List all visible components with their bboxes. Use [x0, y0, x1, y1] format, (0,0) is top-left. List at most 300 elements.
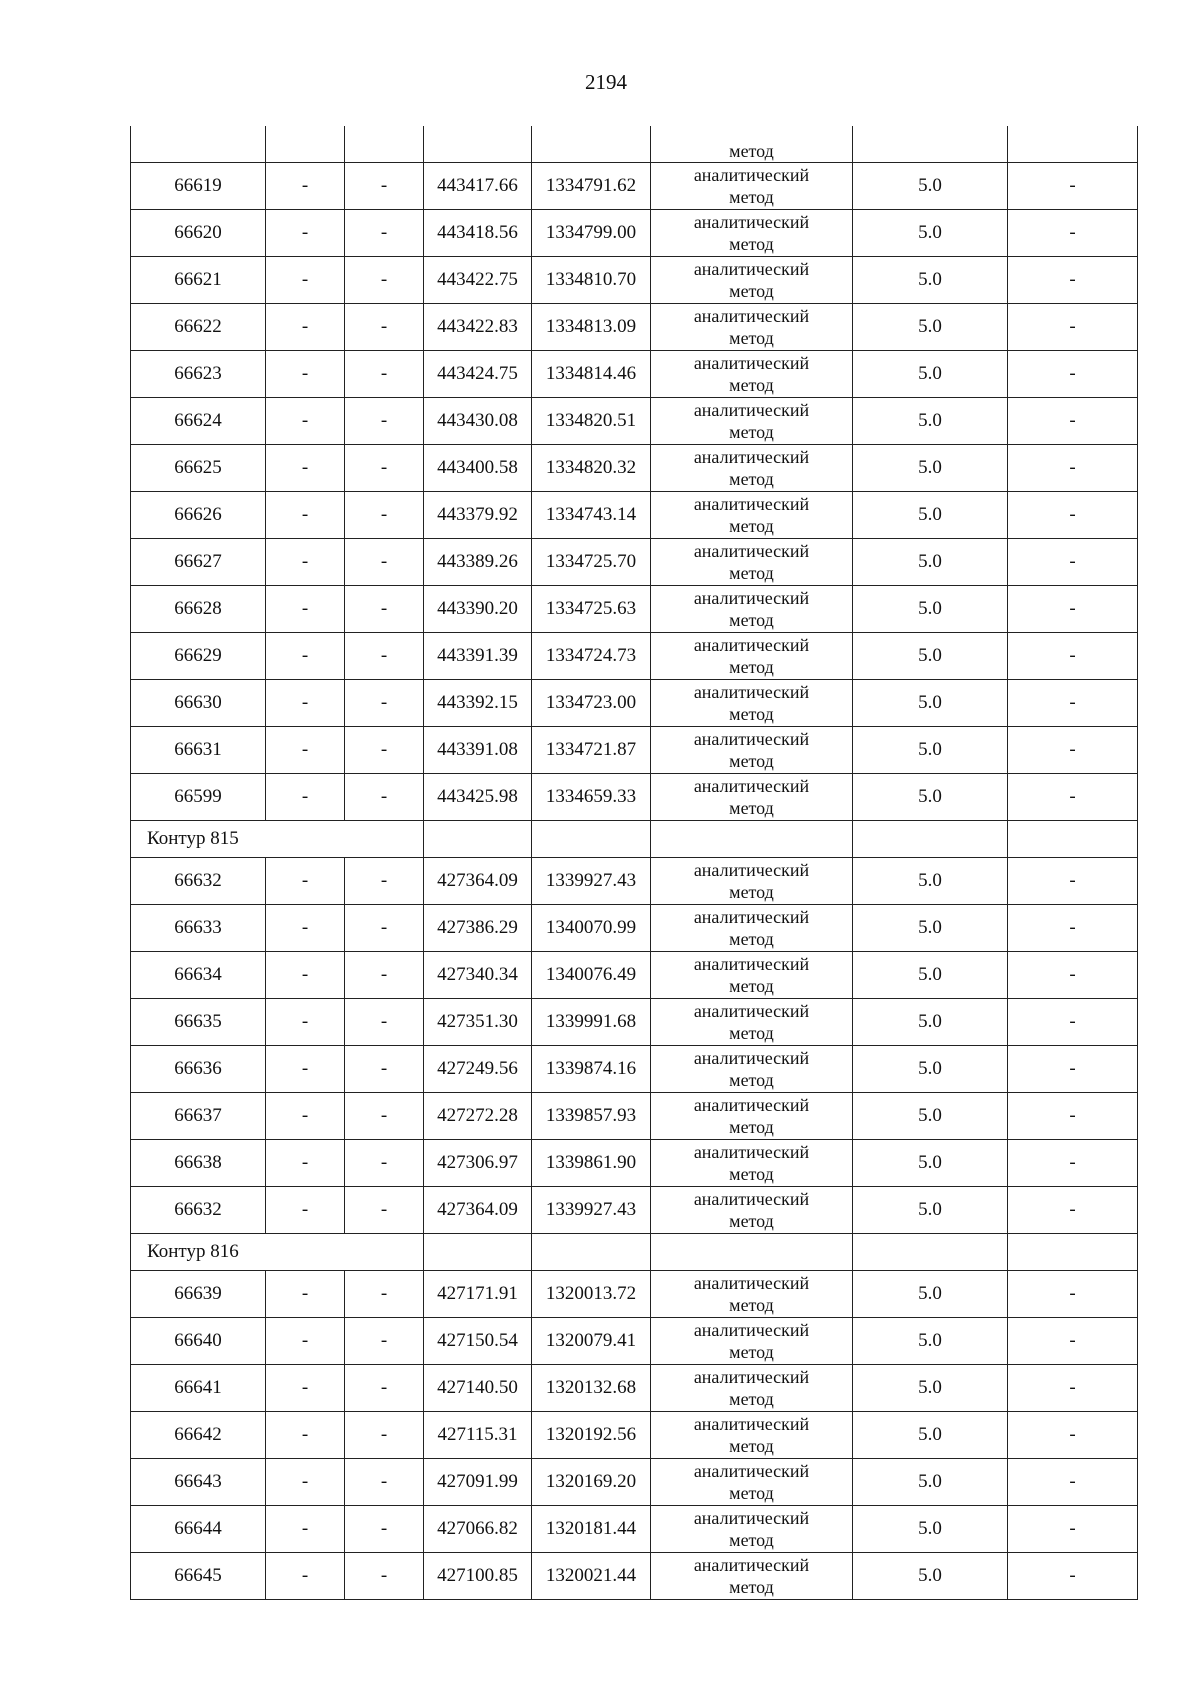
cell-dash: - [1008, 680, 1138, 727]
method-line-2: метод [729, 1164, 774, 1184]
table-row [131, 586, 1138, 633]
cell-y: 1339927.43 [532, 858, 651, 905]
table-row [131, 1506, 1138, 1553]
cell-dash: - [1008, 633, 1138, 680]
cell-method [651, 1553, 853, 1600]
method-line-1: аналитический [693, 1367, 810, 1387]
cell-id: 66641 [131, 1365, 266, 1412]
method-line-1: аналитический [693, 165, 810, 185]
cell-dash: - [266, 1140, 345, 1187]
cell-dash: - [1008, 952, 1138, 999]
cell-x: 443422.75 [424, 257, 532, 304]
cell-dash: - [1008, 163, 1138, 210]
cell-dash: - [266, 1553, 345, 1600]
cell-dash: - [266, 905, 345, 952]
cell-x [424, 126, 532, 163]
method-line-2: метод [729, 929, 774, 949]
method-line-2: метод [729, 1577, 774, 1597]
cell-method [651, 1459, 853, 1506]
cell-dash: - [1008, 1412, 1138, 1459]
cell-dash: - [1008, 351, 1138, 398]
cell-empty [424, 1234, 532, 1271]
method-line-2: метод [729, 976, 774, 996]
method-line-2: метод [729, 328, 774, 348]
cell-accuracy: 5.0 [853, 999, 1008, 1046]
cell-id: 66628 [131, 586, 266, 633]
cell-accuracy: 5.0 [853, 1093, 1008, 1140]
cell-x: 427272.28 [424, 1093, 532, 1140]
method-line-1: аналитический [693, 1142, 810, 1162]
cell-dash: - [345, 210, 424, 257]
cell-dash: - [345, 1271, 424, 1318]
method-line-1: аналитический [693, 776, 810, 796]
cell-method [651, 1318, 853, 1365]
cell-dash: - [1008, 586, 1138, 633]
cell-x: 443379.92 [424, 492, 532, 539]
cell-accuracy: 5.0 [853, 1459, 1008, 1506]
table-row [131, 492, 1138, 539]
cell-dash: - [1008, 257, 1138, 304]
method-line-1: аналитический [693, 860, 810, 880]
cell-dash: - [345, 774, 424, 821]
cell-x: 427364.09 [424, 858, 532, 905]
cell-id: 66621 [131, 257, 266, 304]
cell-method [651, 1506, 853, 1553]
cell-method: метод [651, 126, 853, 163]
method-line-2: метод [729, 234, 774, 254]
cell-dash: - [345, 1187, 424, 1234]
cell-id: 66642 [131, 1412, 266, 1459]
cell-y: 1320132.68 [532, 1365, 651, 1412]
cell-accuracy: 5.0 [853, 1365, 1008, 1412]
cell-id: 66645 [131, 1553, 266, 1600]
method-line-2: метод [729, 1342, 774, 1362]
method-line-1: аналитический [693, 259, 810, 279]
cell-id: 66624 [131, 398, 266, 445]
table-row [131, 1271, 1138, 1318]
table-body [131, 126, 1138, 1600]
cell-method [651, 1412, 853, 1459]
cell-dash: - [345, 999, 424, 1046]
cell-y: 1334814.46 [532, 351, 651, 398]
table-row [131, 445, 1138, 492]
cell-y: 1320192.56 [532, 1412, 651, 1459]
cell-x: 427171.91 [424, 1271, 532, 1318]
method-line-1: аналитический [693, 400, 810, 420]
cell-x: 427066.82 [424, 1506, 532, 1553]
method-line-1: аналитический [693, 1095, 810, 1115]
method-line-2: метод [729, 610, 774, 630]
cell-accuracy [853, 126, 1008, 163]
cell-dash: - [1008, 539, 1138, 586]
cell-y: 1320079.41 [532, 1318, 651, 1365]
method-line-1: аналитический [693, 541, 810, 561]
table-row [131, 633, 1138, 680]
cell-x: 443418.56 [424, 210, 532, 257]
cell-empty [853, 821, 1008, 858]
method-line-1: аналитический [693, 1048, 810, 1068]
table-row [131, 351, 1138, 398]
table-row [131, 1318, 1138, 1365]
table-row [131, 539, 1138, 586]
cell-id: 66643 [131, 1459, 266, 1506]
cell-accuracy: 5.0 [853, 774, 1008, 821]
cell-empty [424, 821, 532, 858]
table-row [131, 952, 1138, 999]
cell-y: 1320021.44 [532, 1553, 651, 1600]
cell-id: 66599 [131, 774, 266, 821]
cell-dash: - [266, 633, 345, 680]
cell-x: 443417.66 [424, 163, 532, 210]
table-row [131, 1412, 1138, 1459]
cell-x: 443425.98 [424, 774, 532, 821]
coordinates-table [130, 126, 1138, 1600]
contour-header-row [131, 821, 1138, 858]
method-line-1: аналитический [693, 212, 810, 232]
method-line-2: метод [729, 1483, 774, 1503]
cell-id: 66630 [131, 680, 266, 727]
cell-method [651, 1365, 853, 1412]
cell-method [651, 727, 853, 774]
method-line-2: метод [729, 657, 774, 677]
cell-dash: - [266, 1046, 345, 1093]
cell-dash: - [345, 1459, 424, 1506]
cell-y: 1320169.20 [532, 1459, 651, 1506]
cell-method [651, 445, 853, 492]
table-row [131, 398, 1138, 445]
cell-empty [1008, 126, 1138, 163]
method-line-1: аналитический [693, 306, 810, 326]
cell-dash: - [1008, 1459, 1138, 1506]
cell-dash: - [1008, 304, 1138, 351]
method-line-2: метод [729, 798, 774, 818]
method-line-1: аналитический [693, 1320, 810, 1340]
cell-dash: - [266, 1365, 345, 1412]
cell-dash: - [266, 539, 345, 586]
cell-y: 1334743.14 [532, 492, 651, 539]
cell-dash: - [1008, 1553, 1138, 1600]
cell-y: 1339991.68 [532, 999, 651, 1046]
cell-x: 443389.26 [424, 539, 532, 586]
method-line-2: метод [729, 1295, 774, 1315]
cell-accuracy: 5.0 [853, 304, 1008, 351]
cell-x: 427306.97 [424, 1140, 532, 1187]
cell-dash: - [266, 257, 345, 304]
table-row [131, 727, 1138, 774]
cell-accuracy: 5.0 [853, 539, 1008, 586]
cell-id: 66635 [131, 999, 266, 1046]
cell-method [651, 398, 853, 445]
table-row [131, 905, 1138, 952]
contour-header-row [131, 1234, 1138, 1271]
table-row [131, 858, 1138, 905]
cell-dash: - [345, 304, 424, 351]
cell-accuracy: 5.0 [853, 1046, 1008, 1093]
contour-label: Контур 815 [131, 821, 424, 858]
cell-accuracy: 5.0 [853, 257, 1008, 304]
cell-id: 66632 [131, 858, 266, 905]
cell-dash: - [345, 1093, 424, 1140]
cell-dash: - [1008, 774, 1138, 821]
cell-y: 1340076.49 [532, 952, 651, 999]
method-line-2: метод [729, 281, 774, 301]
cell-id: 66620 [131, 210, 266, 257]
cell-accuracy: 5.0 [853, 1412, 1008, 1459]
cell-dash: - [345, 1553, 424, 1600]
cell-empty [345, 126, 424, 163]
cell-dash: - [345, 492, 424, 539]
cell-x: 443391.39 [424, 633, 532, 680]
cell-x: 443430.08 [424, 398, 532, 445]
cell-y: 1334725.63 [532, 586, 651, 633]
cell-dash: - [266, 1271, 345, 1318]
table-row [131, 210, 1138, 257]
cell-dash: - [345, 445, 424, 492]
cell-dash: - [1008, 999, 1138, 1046]
method-line-1: аналитический [693, 1508, 810, 1528]
cell-dash: - [345, 1318, 424, 1365]
method-line-2: метод [729, 187, 774, 207]
cell-id: 66638 [131, 1140, 266, 1187]
cell-x: 427249.56 [424, 1046, 532, 1093]
cell-accuracy: 5.0 [853, 680, 1008, 727]
cell-empty [532, 1234, 651, 1271]
cell-id: 66632 [131, 1187, 266, 1234]
cell-accuracy: 5.0 [853, 1553, 1008, 1600]
table-row [131, 1187, 1138, 1234]
cell-dash: - [266, 1187, 345, 1234]
cell-method [651, 539, 853, 586]
method-line-1: аналитический [693, 729, 810, 749]
cell-dash: - [1008, 905, 1138, 952]
cell-id: 66636 [131, 1046, 266, 1093]
cell-id: 66622 [131, 304, 266, 351]
cell-dash: - [1008, 1506, 1138, 1553]
method-line-1: аналитический [693, 635, 810, 655]
cell-method [651, 351, 853, 398]
cell-y: 1334820.51 [532, 398, 651, 445]
cell-y: 1339927.43 [532, 1187, 651, 1234]
cell-empty [1008, 821, 1138, 858]
cell-dash: - [1008, 210, 1138, 257]
cell-accuracy: 5.0 [853, 1506, 1008, 1553]
cell-id: 66631 [131, 727, 266, 774]
cell-method [651, 952, 853, 999]
cell-y: 1334723.00 [532, 680, 651, 727]
cell-dash: - [266, 1459, 345, 1506]
cell-accuracy: 5.0 [853, 586, 1008, 633]
cell-dash: - [266, 1093, 345, 1140]
page-number: 2194 [585, 70, 627, 94]
cell-y: 1334799.00 [532, 210, 651, 257]
cell-method [651, 858, 853, 905]
cell-accuracy: 5.0 [853, 727, 1008, 774]
cell-y: 1320181.44 [532, 1506, 651, 1553]
cell-dash: - [345, 633, 424, 680]
table-row [131, 999, 1138, 1046]
cell-dash: - [1008, 1140, 1138, 1187]
method-line-2: метод [729, 704, 774, 724]
cell-dash: - [266, 445, 345, 492]
cell-accuracy: 5.0 [853, 1271, 1008, 1318]
method-line-2: метод [729, 1436, 774, 1456]
method-line-1: аналитический [693, 1273, 810, 1293]
cell-accuracy: 5.0 [853, 633, 1008, 680]
method-line-2: метод [729, 751, 774, 771]
cell-method [651, 163, 853, 210]
cell-dash: - [345, 905, 424, 952]
cell-method [651, 1187, 853, 1234]
cell-id: 66639 [131, 1271, 266, 1318]
cell-id: 66637 [131, 1093, 266, 1140]
method-line-2: метод [729, 1530, 774, 1550]
continuation-row [131, 126, 1138, 163]
cell-dash: - [1008, 492, 1138, 539]
cell-dash: - [266, 952, 345, 999]
table-row [131, 1459, 1138, 1506]
cell-y [532, 126, 651, 163]
method-line-1: аналитический [693, 588, 810, 608]
table-row [131, 304, 1138, 351]
cell-y: 1334721.87 [532, 727, 651, 774]
cell-x: 427150.54 [424, 1318, 532, 1365]
cell-accuracy: 5.0 [853, 952, 1008, 999]
cell-y: 1334791.62 [532, 163, 651, 210]
table-row [131, 1046, 1138, 1093]
method-line-1: аналитический [693, 1001, 810, 1021]
cell-method [651, 633, 853, 680]
cell-id: 66633 [131, 905, 266, 952]
method-line-2: метод [729, 563, 774, 583]
method-line-2: метод [729, 469, 774, 489]
table-row [131, 1140, 1138, 1187]
cell-x: 427091.99 [424, 1459, 532, 1506]
cell-dash: - [266, 1506, 345, 1553]
cell-dash: - [1008, 858, 1138, 905]
cell-dash: - [266, 999, 345, 1046]
cell-dash: - [1008, 727, 1138, 774]
cell-id [131, 126, 266, 163]
cell-dash: - [345, 586, 424, 633]
cell-accuracy: 5.0 [853, 1187, 1008, 1234]
cell-id: 66627 [131, 539, 266, 586]
table-row [131, 163, 1138, 210]
method-line-1: аналитический [693, 353, 810, 373]
cell-empty [651, 1234, 853, 1271]
method-line-1: аналитический [693, 447, 810, 467]
cell-x: 443400.58 [424, 445, 532, 492]
method-line-2: метод [729, 1211, 774, 1231]
cell-method [651, 999, 853, 1046]
cell-accuracy: 5.0 [853, 163, 1008, 210]
cell-x: 427115.31 [424, 1412, 532, 1459]
method-line-2: метод [729, 1117, 774, 1137]
cell-id: 66640 [131, 1318, 266, 1365]
cell-dash: - [345, 952, 424, 999]
cell-dash: - [1008, 1187, 1138, 1234]
method-line-2: метод [729, 375, 774, 395]
cell-dash: - [266, 492, 345, 539]
cell-method [651, 257, 853, 304]
cell-x: 443392.15 [424, 680, 532, 727]
cell-dash: - [345, 1140, 424, 1187]
method-line-2: метод [729, 516, 774, 536]
method-line-1: аналитический [693, 1555, 810, 1575]
cell-x: 427340.34 [424, 952, 532, 999]
cell-x: 427364.09 [424, 1187, 532, 1234]
method-line-1: аналитический [693, 1189, 810, 1209]
cell-empty [853, 1234, 1008, 1271]
cell-dash: - [266, 727, 345, 774]
cell-dash: - [345, 398, 424, 445]
method-line-1: аналитический [693, 1461, 810, 1481]
method-line-2: метод [729, 1389, 774, 1409]
cell-id: 66626 [131, 492, 266, 539]
table-row [131, 1553, 1138, 1600]
cell-y: 1334724.73 [532, 633, 651, 680]
cell-dash: - [345, 680, 424, 727]
cell-accuracy: 5.0 [853, 858, 1008, 905]
method-line-2: метод [729, 882, 774, 902]
cell-dash: - [1008, 445, 1138, 492]
cell-dash: - [1008, 1271, 1138, 1318]
cell-y: 1339857.93 [532, 1093, 651, 1140]
cell-method [651, 1271, 853, 1318]
cell-dash: - [345, 1506, 424, 1553]
cell-method [651, 210, 853, 257]
method-line-1: аналитический [693, 954, 810, 974]
cell-x: 427351.30 [424, 999, 532, 1046]
cell-method [651, 304, 853, 351]
table-row [131, 1093, 1138, 1140]
cell-method [651, 1046, 853, 1093]
cell-dash: - [266, 210, 345, 257]
cell-dash: - [266, 398, 345, 445]
cell-id: 66625 [131, 445, 266, 492]
method-line-2: метод [729, 1070, 774, 1090]
table-row [131, 257, 1138, 304]
cell-x: 443390.20 [424, 586, 532, 633]
cell-dash: - [266, 858, 345, 905]
cell-dash: - [266, 304, 345, 351]
cell-dash: - [266, 774, 345, 821]
cell-y: 1334725.70 [532, 539, 651, 586]
method-line-2: метод [729, 422, 774, 442]
cell-id: 66634 [131, 952, 266, 999]
cell-id: 66644 [131, 1506, 266, 1553]
cell-accuracy: 5.0 [853, 445, 1008, 492]
cell-dash: - [266, 1412, 345, 1459]
cell-y: 1334813.09 [532, 304, 651, 351]
cell-accuracy: 5.0 [853, 210, 1008, 257]
cell-method [651, 1093, 853, 1140]
cell-x: 427100.85 [424, 1553, 532, 1600]
cell-method [651, 774, 853, 821]
cell-empty [1008, 1234, 1138, 1271]
cell-dash: - [345, 727, 424, 774]
cell-method [651, 586, 853, 633]
method-line-1: аналитический [693, 494, 810, 514]
cell-accuracy: 5.0 [853, 1140, 1008, 1187]
cell-accuracy: 5.0 [853, 1318, 1008, 1365]
cell-dash: - [266, 586, 345, 633]
cell-dash: - [345, 539, 424, 586]
cell-dash: - [345, 1365, 424, 1412]
method-line-1: аналитический [693, 907, 810, 927]
cell-dash: - [345, 163, 424, 210]
cell-dash: - [1008, 398, 1138, 445]
method-line-1: аналитический [693, 1414, 810, 1434]
